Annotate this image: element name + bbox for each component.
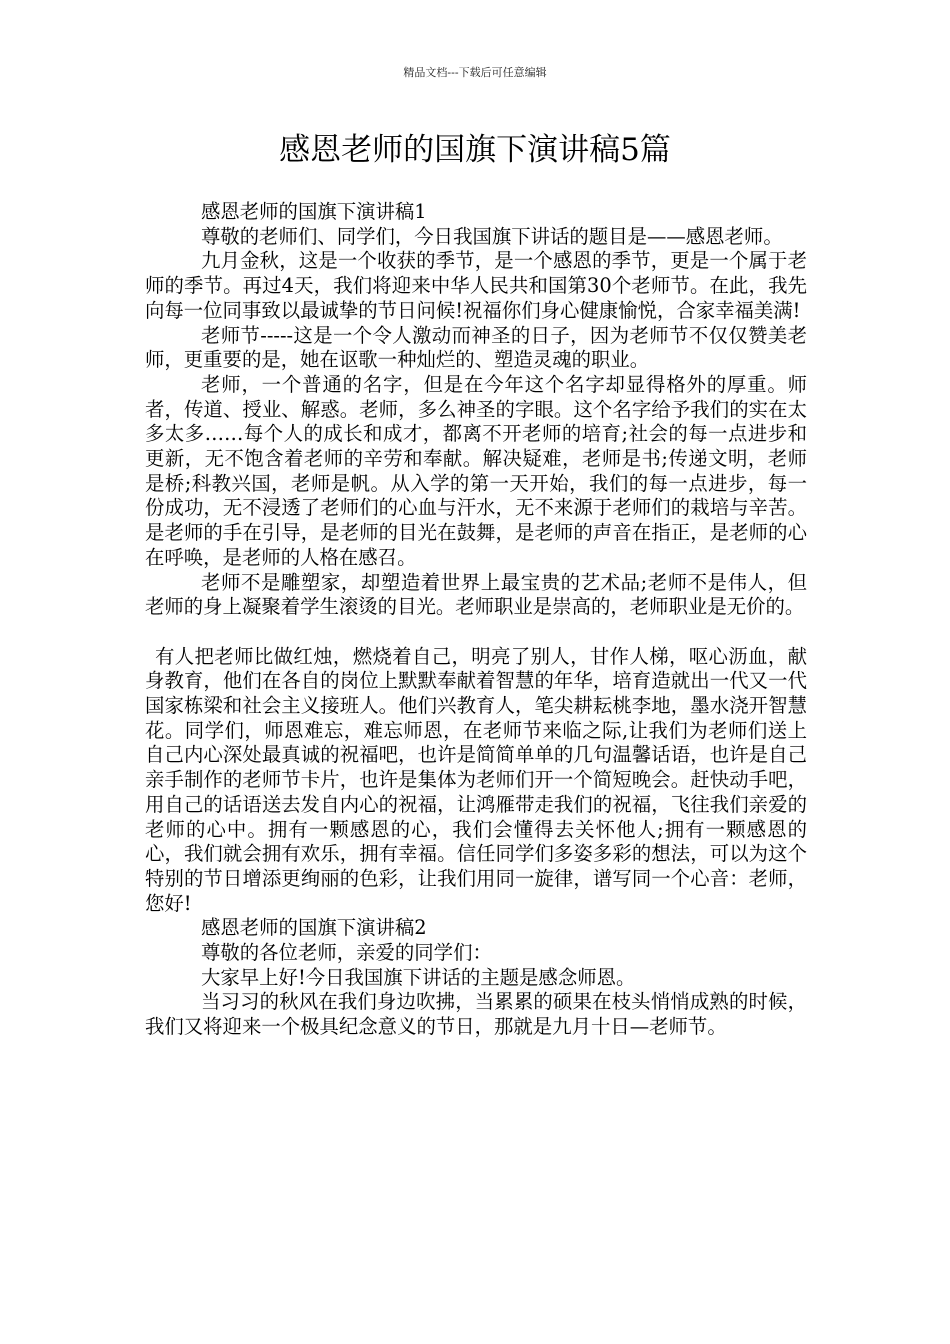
document-body bbox=[145, 200, 807, 1040]
section-heading-1: 感恩老师的国旗下演讲稿1 bbox=[201, 200, 427, 223]
paragraph-teachers-day: 老师节-----这是一个令人激动而神圣的日子，因为老师节不仅仅赞美老师，更重要的是，她在讴歌一种灿烂的、塑造灵魂的职业。 bbox=[145, 323, 807, 372]
paragraph-autumn: 九月金秋，这是一个收获的季节，是一个感恩的季节，更是一个属于老师的季节。再过4天，我们将迎来中华人民共和国第30个老师节。在此，我先向每一位同事致以最诚挚的节日问候!祝福你们身心健康愉悦，合家幸福美满! bbox=[145, 249, 807, 322]
paragraph-greeting-2: 尊敬的各位老师，亲爱的同学们： bbox=[201, 941, 492, 965]
paragraph-greeting-1: 尊敬的老师们、同学们，今日我国旗下讲话的题目是——感恩老师。 bbox=[201, 224, 783, 248]
paragraph-morning: 大家早上好!今日我国旗下讲话的主题是感念师恩。 bbox=[201, 965, 636, 989]
paragraph-red-candle: 有人把老师比做红烛，燃烧着自己，明亮了别人，甘作人梯，呕心沥血，献身教育，他们在各自的岗位上默默奉献着智慧的年华，培育造就出一代又一代国家栋梁和社会主义接班人。他们兴教育人，笔尖耕耘桃李地，墨水浇开智慧花。同学们，师恩难忘，难忘师恩，在老师节来临之际,让我们为老师们送上自己内心深处最真诚的祝福吧，也许是简简单单的几句温馨话语，也许是自己亲手制作的老师节卡片，也许是集体为老师们开一个简短晚会。赶快动手吧，用自己的话语送去发自内心的祝福，让鸿雁带走我们的祝福，飞往我们亲爱的老师的心中。拥有一颗感恩的心，我们会懂得去关怀他人;拥有一颗感恩的心，我们就会拥有欢乐，拥有幸福。信任同学们多姿多彩的想法，可以为这个特别的节日增添更绚丽的色彩，让我们用同一旋律，谱写同一个心音：老师，您好! bbox=[145, 644, 807, 915]
section-heading-2: 感恩老师的国旗下演讲稿2 bbox=[201, 916, 427, 940]
paragraph-autumn-wind: 当习习的秋风在我们身边吹拂，当累累的硕果在枝头悄悄成熟的时候，我们又将迎来一个极具纪念意义的节日，那就是九月十日—老师节。 bbox=[145, 990, 807, 1039]
document-title: 感恩老师的国旗下演讲稿5篇 bbox=[279, 132, 671, 168]
blank-line bbox=[145, 620, 807, 645]
paragraph-sculptor: 老师不是雕塑家，却塑造着世界上最宝贵的艺术品;老师不是伟人，但老师的身上凝聚着学生滚烫的目光。老师职业是崇高的，老师职业是无价的。 bbox=[145, 570, 807, 619]
paragraph-teacher-name: 老师，一个普通的名字，但是在今年这个名字却显得格外的厚重。师者，传道、授业、解惑。老师，多么神圣的字眼。这个名字给予我们的实在太多太多……每个人的成长和成才，都离不开老师的培育;社会的每一点进步和更新，无不饱含着老师的辛劳和奉献。解决疑难，老师是书;传递文明，老师是桥;科教兴国，老师是帆。从入学的第一天开始，我们的每一点进步，每一份成功，无不浸透了老师们的心血与汗水，无不来源于老师们的栽培与辛苦。是老师的手在引导，是老师的目光在鼓舞，是老师的声音在指正，是老师的心在呼唤，是老师的人格在感召。 bbox=[145, 372, 807, 569]
page-header: 精品文档---下载后可任意编辑 bbox=[403, 66, 547, 79]
